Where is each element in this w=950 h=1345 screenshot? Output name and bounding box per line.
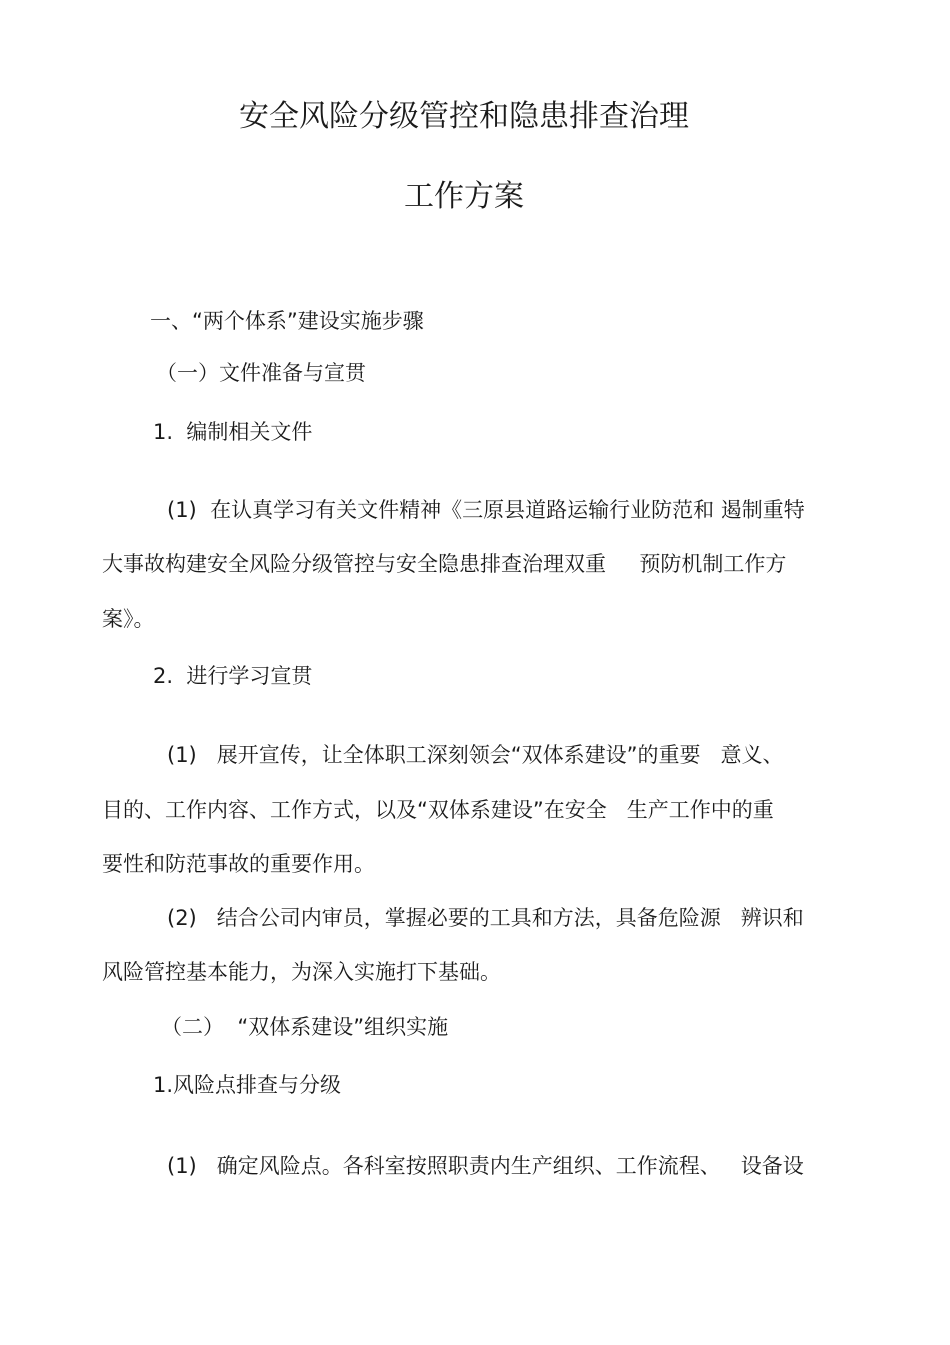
paragraph-line: 大事故构建安全风险分级管控与安全隐患排查治理双重 预防机制工作方 (102, 552, 787, 576)
subsection-heading: （二） “双体系建设”组织实施 (161, 1015, 449, 1039)
paragraph-line: (1) 确定风险点。各科室按照职责内生产组织、工作流程、 设备设 (167, 1154, 804, 1178)
paragraph-line: 风险管控基本能力，为深入实施打下基础。 (102, 960, 501, 984)
numbered-item-heading: 2. 进行学习宣贯 (153, 664, 313, 688)
section-heading: 一、“两个体系”建设实施步骤 (150, 309, 424, 333)
numbered-item-heading: 1. 编制相关文件 (153, 420, 313, 444)
paragraph-line: 要性和防范事故的重要作用。 (102, 852, 375, 876)
numbered-item-heading: 1.风险点排查与分级 (153, 1073, 342, 1097)
document-title-line-1: 安全风险分级管控和隐患排查治理 (239, 99, 689, 134)
subsection-heading: （一）文件准备与宣贯 (156, 361, 366, 385)
document-title-line-2: 工作方案 (404, 179, 524, 214)
paragraph-line: 案》。 (102, 607, 155, 631)
paragraph-line: (1) 展开宣传，让全体职工深刻领会“双体系建设”的重要 意义、 (167, 743, 784, 767)
paragraph-line: 目的、工作内容、工作方式，以及“双体系建设”在安全 生产工作中的重 (102, 798, 774, 822)
paragraph-line: (1) 在认真学习有关文件精神《三原县道路运输行业防范和 遏制重特 (167, 498, 805, 522)
paragraph-line: (2) 结合公司内审员，掌握必要的工具和方法，具备危险源 辨识和 (167, 906, 804, 930)
